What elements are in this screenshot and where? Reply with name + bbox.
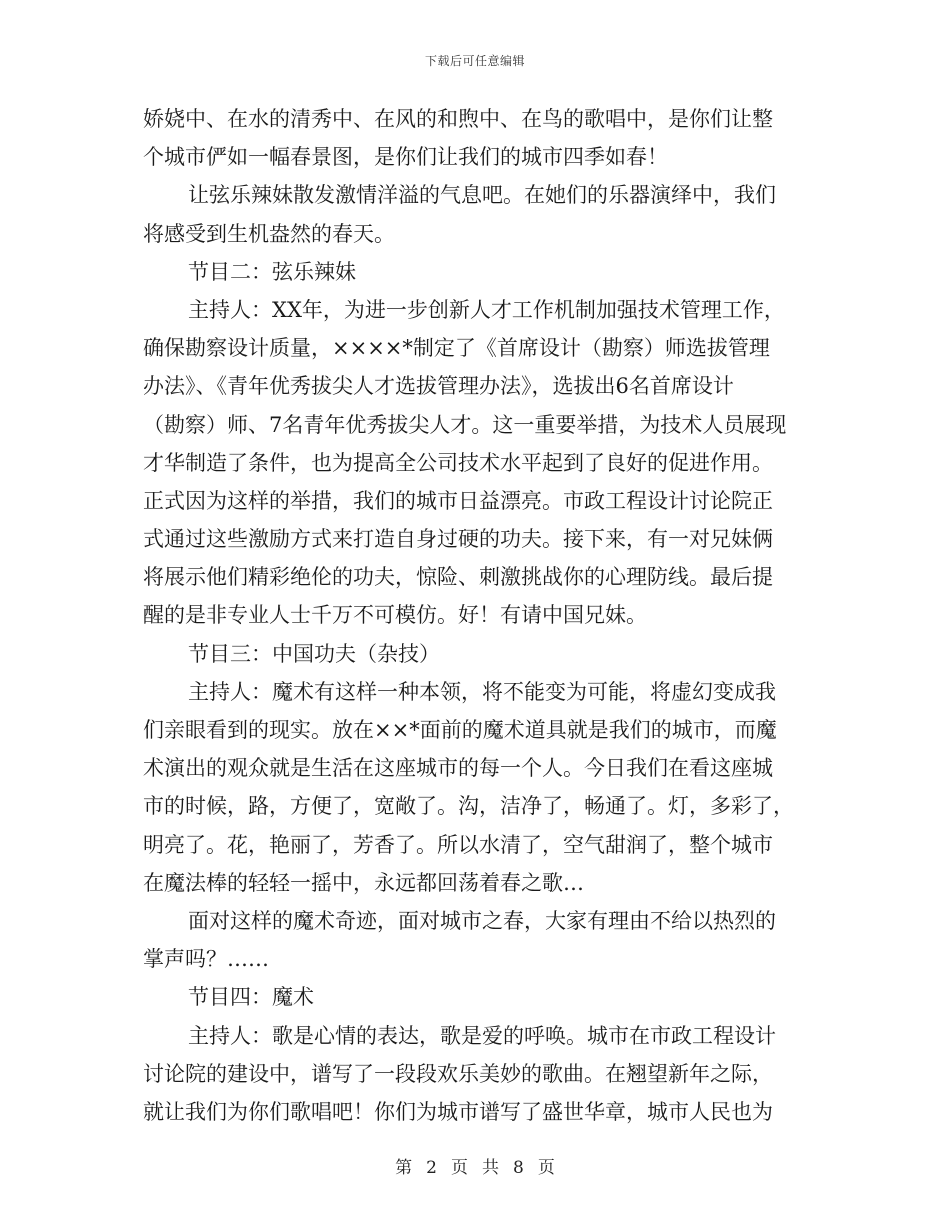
footer-prefix: 第 xyxy=(395,1158,413,1178)
text-line: 办法》、《青年优秀拔尖人才选拔管理办法》，选拔出6名首席设计 xyxy=(143,374,734,399)
text-line: 才华制造了条件，也为提高全公司技术水平起到了良好的促进作用。 xyxy=(143,450,773,475)
footer-suffix: 页 xyxy=(537,1158,555,1178)
text-line: 在魔法棒的轻轻一摇中，永远都回荡着春之歌… xyxy=(143,870,584,895)
text-line: 市的时候，路，方便了，宽敞了。沟，洁净了，畅通了。灯，多彩了， xyxy=(143,794,794,819)
text-line: 个城市俨如一幅春景图，是你们让我们的城市四季如春！ xyxy=(143,145,668,170)
text-line: 节目二：弦乐辣妹 xyxy=(188,259,356,284)
text-line: 将感受到生机盎然的春天。 xyxy=(143,221,395,246)
text-line: 就让我们为你们歌唱吧！你们为城市谱写了盛世华章，城市人民也为 xyxy=(143,1099,773,1124)
text-line: 术演出的观众就是生活在这座城市的每一个人。今日我们在看这座城 xyxy=(143,756,773,781)
text-line: 节目三：中国功夫（杂技） xyxy=(188,641,440,666)
footer-page-number: 2 xyxy=(426,1158,437,1178)
text-line: 节目四：魔术 xyxy=(188,985,314,1010)
text-line: 确保勘察设计质量，××××*制定了《首席设计（勘察）师选拔管理 xyxy=(143,336,770,361)
header-note: 下载后可任意编辑 xyxy=(424,54,525,68)
text-line: 们亲眼看到的现实。放在××*面前的魔术道具就是我们的城市，而魔 xyxy=(143,718,777,742)
text-line: 掌声吗？…… xyxy=(143,947,269,972)
text-line: 主持人：XX年，为进一步创新人才工作机制加强技术管理工作， xyxy=(188,297,785,322)
text-line: 让弦乐辣妹散发激情洋溢的气息吧。在她们的乐器演绎中，我们 xyxy=(188,183,776,208)
text-line: 面对这样的魔术奇迹，面对城市之春，大家有理由不给以热烈的 xyxy=(188,908,776,933)
footer-total-word: 共 xyxy=(482,1158,499,1178)
page-footer xyxy=(0,1153,950,1178)
text-line: 式通过这些激励方式来打造自身过硬的功夫。接下来，有一对兄妹俩 xyxy=(143,527,773,552)
text-line: 正式因为这样的举措，我们的城市日益漂亮。市政工程设计讨论院正 xyxy=(143,488,773,513)
text-line: 明亮了。花，艳丽了，芳香了。所以水清了，空气甜润了，整个城市 xyxy=(143,832,773,857)
footer-total-pages: 8 xyxy=(513,1158,524,1178)
footer-middle: 页 xyxy=(451,1158,468,1178)
text-line: 主持人：魔术有这样一种本领，将不能变为可能，将虚幻变成我 xyxy=(188,679,776,704)
text-line: 将展示他们精彩绝伦的功夫，惊险、刺激挑战你的心理防线。最后提 xyxy=(143,565,773,590)
text-line: 主持人：歌是心情的表达，歌是爱的呼唤。城市在市政工程设计 xyxy=(188,1023,776,1048)
text-line: 讨论院的建设中，谱写了一段段欢乐美妙的歌曲。在翘望新年之际， xyxy=(143,1061,773,1086)
text-line: 醒的是非专业人士千万不可模仿。好！有请中国兄妹。 xyxy=(143,603,647,628)
text-line: （勘察）师、7名青年优秀拔尖人才。这一重要举措，为技术人员展现 xyxy=(143,412,787,437)
text-line: 娇娆中、在水的清秀中、在风的和煦中、在鸟的歌唱中，是你们让整 xyxy=(143,107,773,131)
body-text xyxy=(143,100,813,1131)
